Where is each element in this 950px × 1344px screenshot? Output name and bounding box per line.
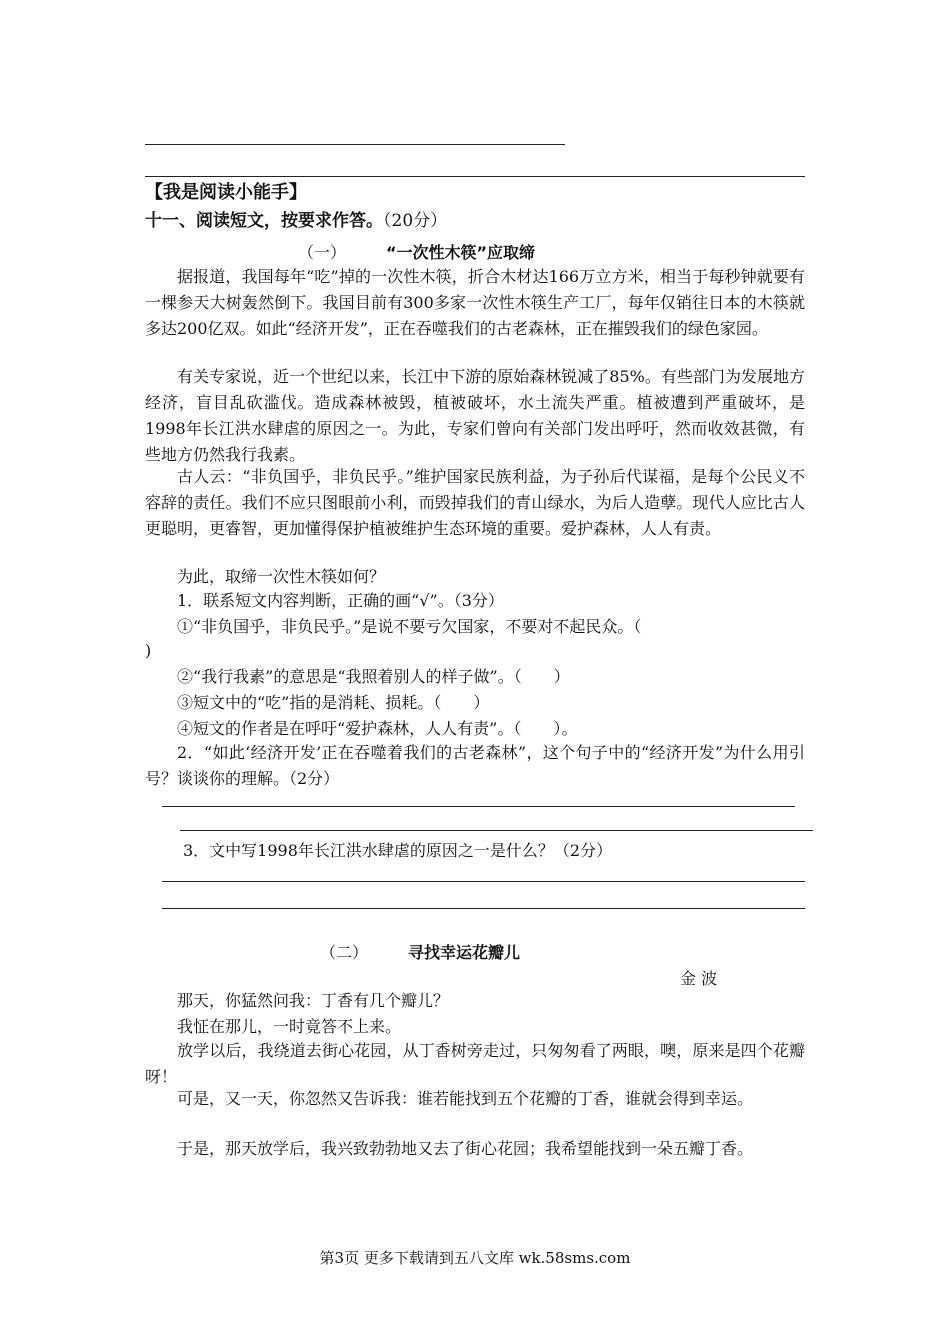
page-footer: 第3页 更多下载请到五八文库 wk.58sms.com: [319, 1249, 631, 1267]
passage-2-title: 寻找幸运花瓣儿: [408, 943, 521, 962]
question-11-text: 十一、阅读短文，按要求作答。: [145, 211, 383, 231]
question-1-item: ): [145, 641, 152, 660]
answer-line: [162, 881, 805, 882]
question-1-item: ③短文中的“吃”指的是消耗、损耗。（ ）: [177, 693, 490, 712]
question-11-points: （20分）: [383, 211, 448, 231]
passage-2-paragraph: 放学以后，我绕道去街心花园，从丁香树旁走过，只匆匆看了两眼，噢，原来是四个花瓣呀！: [145, 1041, 805, 1086]
answer-line: [180, 830, 813, 831]
passage-2-paragraph: 于是，那天放学后，我兴致勃勃地又去了街心花园；我希望能找到一朵五瓣丁香。: [177, 1139, 754, 1158]
passage-1-paragraph: 有关专家说，近一个世纪以来，长江中下游的原始森林锐减了85%。有些部门为发展地方经济，盲目乱砍滥伐。造成森林被毁，植被破坏，水土流失严重。植被遭到严重破坏，是1998年长江洪水肆虐的原因之一。为此，专家们曾向有关部门发出呼吁，然而收效甚微，有些地方仍然我行我素。: [145, 367, 805, 464]
answer-line: [162, 908, 805, 909]
passage-1-title: “一次性木筷”应取缔: [386, 243, 536, 262]
question-1-item: ①“非负国乎，非负民乎。”是说不要亏欠国家，不要对不起民众。（: [177, 617, 642, 636]
passage-1-paragraph: 古人云：“非负国乎，非负民乎。”维护国家民族利益，为子孙后代谋福，是每个公民义不容辞的责任。我们不应只图眼前小利，而毁掉我们的青山绿水，为后人造孽。现代人应比古人更聪明，更睿智，更加懂得保护植被维护生态环境的重要。爱护森林，人人有责。: [145, 467, 805, 538]
question-3: 3．文中写1998年长江洪水肆虐的原因之一是什么？（2分）: [183, 841, 613, 860]
question-1-item: ④短文的作者是在呼吁“爱护森林，人人有责”。（ ）。: [177, 719, 578, 738]
passage-2-number: （二）: [320, 943, 369, 962]
passage-1-heading: [298, 240, 535, 263]
question-1: 1．联系短文内容判断，正确的画“√”。（3分）: [177, 591, 504, 610]
question-11-title: [145, 206, 447, 231]
passage-1-paragraph: 为此，取缔一次性木筷如何？: [177, 567, 386, 586]
passage-2-paragraph: 那天，你猛然问我：丁香有几个瓣儿？: [177, 991, 450, 1010]
question-2: 2．“如此‘经济开发’正在吞噬着我们的古老森林”，这个句子中的“经济开发”为什么用引号？谈谈你的理解。（2分）: [145, 743, 805, 788]
passage-2-paragraph: 可是，又一天，你忽然又告诉我：谁若能找到五个花瓣的丁香，谁就会得到幸运。: [177, 1089, 754, 1108]
passage-1-paragraph: 据报道，我国每年“吃”掉的一次性木筷，折合木材达166万立方米，相当于每秒钟就要有一棵参天大树轰然倒下。我国目前有300多家一次性木筷生产工厂，每年仅销往日本的木筷就多达200亿双。如此“经济开发”，正在吞噬我们的古老森林，正在摧毁我们的绿色家园。: [145, 267, 805, 338]
answer-line: [145, 144, 565, 145]
passage-1-number: （一）: [298, 243, 347, 262]
passage-2-author: 金 波: [680, 969, 718, 988]
answer-line: [162, 806, 795, 807]
question-1-item: ②“我行我素”的意思是“我照着别人的样子做”。（ ）: [177, 667, 570, 686]
passage-2-paragraph: 我怔在那儿，一时竟答不上来。: [177, 1017, 402, 1036]
passage-2-heading: [320, 940, 520, 963]
section-title: 【我是阅读小能手】: [145, 182, 307, 203]
answer-line: [145, 176, 805, 177]
